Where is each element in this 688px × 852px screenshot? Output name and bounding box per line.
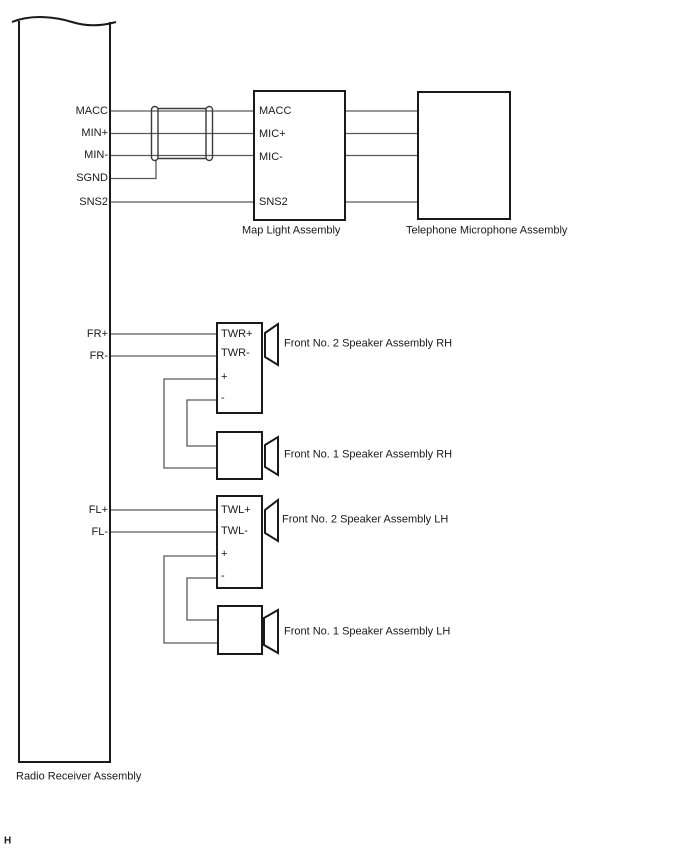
radio-pin-sgnd: SGND xyxy=(76,172,108,184)
front-no2-speaker-lh-label: Front No. 2 Speaker Assembly LH xyxy=(282,513,449,526)
speaker-horn-icon-front1-lh xyxy=(264,610,278,653)
wire-twl-plus-to-no1 xyxy=(164,556,217,643)
maplight-pin-mic-plus: MIC+ xyxy=(259,128,286,140)
radio-pin-fl-minus: FL- xyxy=(91,526,108,538)
twl-pin-plus: + xyxy=(221,548,228,560)
radio-pin-macc: MACC xyxy=(75,104,108,117)
wire-twl-minus-to-no1 xyxy=(187,578,217,620)
maplight-pin-sns2: SNS2 xyxy=(259,196,288,208)
front-no1-speaker-lh-label: Front No. 1 Speaker Assembly LH xyxy=(284,625,451,638)
twr-pin-plus-t: TWR+ xyxy=(221,328,253,340)
speaker-horn-icon-front2-rh xyxy=(265,324,278,365)
radio-pin-fr-plus: FR+ xyxy=(86,328,108,340)
wire-twr-minus-to-no1 xyxy=(187,400,217,446)
front-no1-speaker-rh-label: Front No. 1 Speaker Assembly RH xyxy=(284,448,453,461)
front-no1-speaker-lh-box xyxy=(217,605,263,655)
wire-twr-plus-to-no1 xyxy=(164,379,217,468)
telephone-microphone-assembly-label: Telephone Microphone Assembly xyxy=(406,224,568,237)
twr-pin-plus: + xyxy=(221,371,228,383)
maplight-pin-macc: MACC xyxy=(259,105,292,117)
speaker-horn-icon-front2-lh xyxy=(265,500,278,541)
front-no1-speaker-rh-box xyxy=(216,431,263,480)
wire-sgnd xyxy=(111,160,156,179)
speaker-horn-icon-front1-rh xyxy=(265,437,278,475)
radio-pin-min-minus: MIN- xyxy=(84,149,108,161)
radio-pin-fr-minus: FR- xyxy=(89,350,108,362)
radio-pin-min-plus: MIN+ xyxy=(81,127,108,139)
maplight-pin-mic-minus: MIC- xyxy=(259,151,283,163)
twl-pin-plus-t: TWL+ xyxy=(221,504,251,516)
page-marker: H xyxy=(4,835,12,847)
twr-pin-minus: - xyxy=(221,392,225,404)
telephone-microphone-assembly-box xyxy=(417,91,511,220)
twr-pin-minus-t: TWR- xyxy=(221,347,250,359)
radio-receiver-assembly-label: Radio Receiver Assembly xyxy=(16,770,142,783)
radio-pin-fl-plus: FL+ xyxy=(88,504,108,516)
radio-pin-sns2: SNS2 xyxy=(79,195,108,208)
map-light-assembly-label: Map Light Assembly xyxy=(242,224,341,237)
twl-pin-minus: - xyxy=(221,570,225,582)
twl-pin-minus-t: TWL- xyxy=(221,525,248,537)
front-no2-speaker-rh-label: Front No. 2 Speaker Assembly RH xyxy=(284,337,453,350)
